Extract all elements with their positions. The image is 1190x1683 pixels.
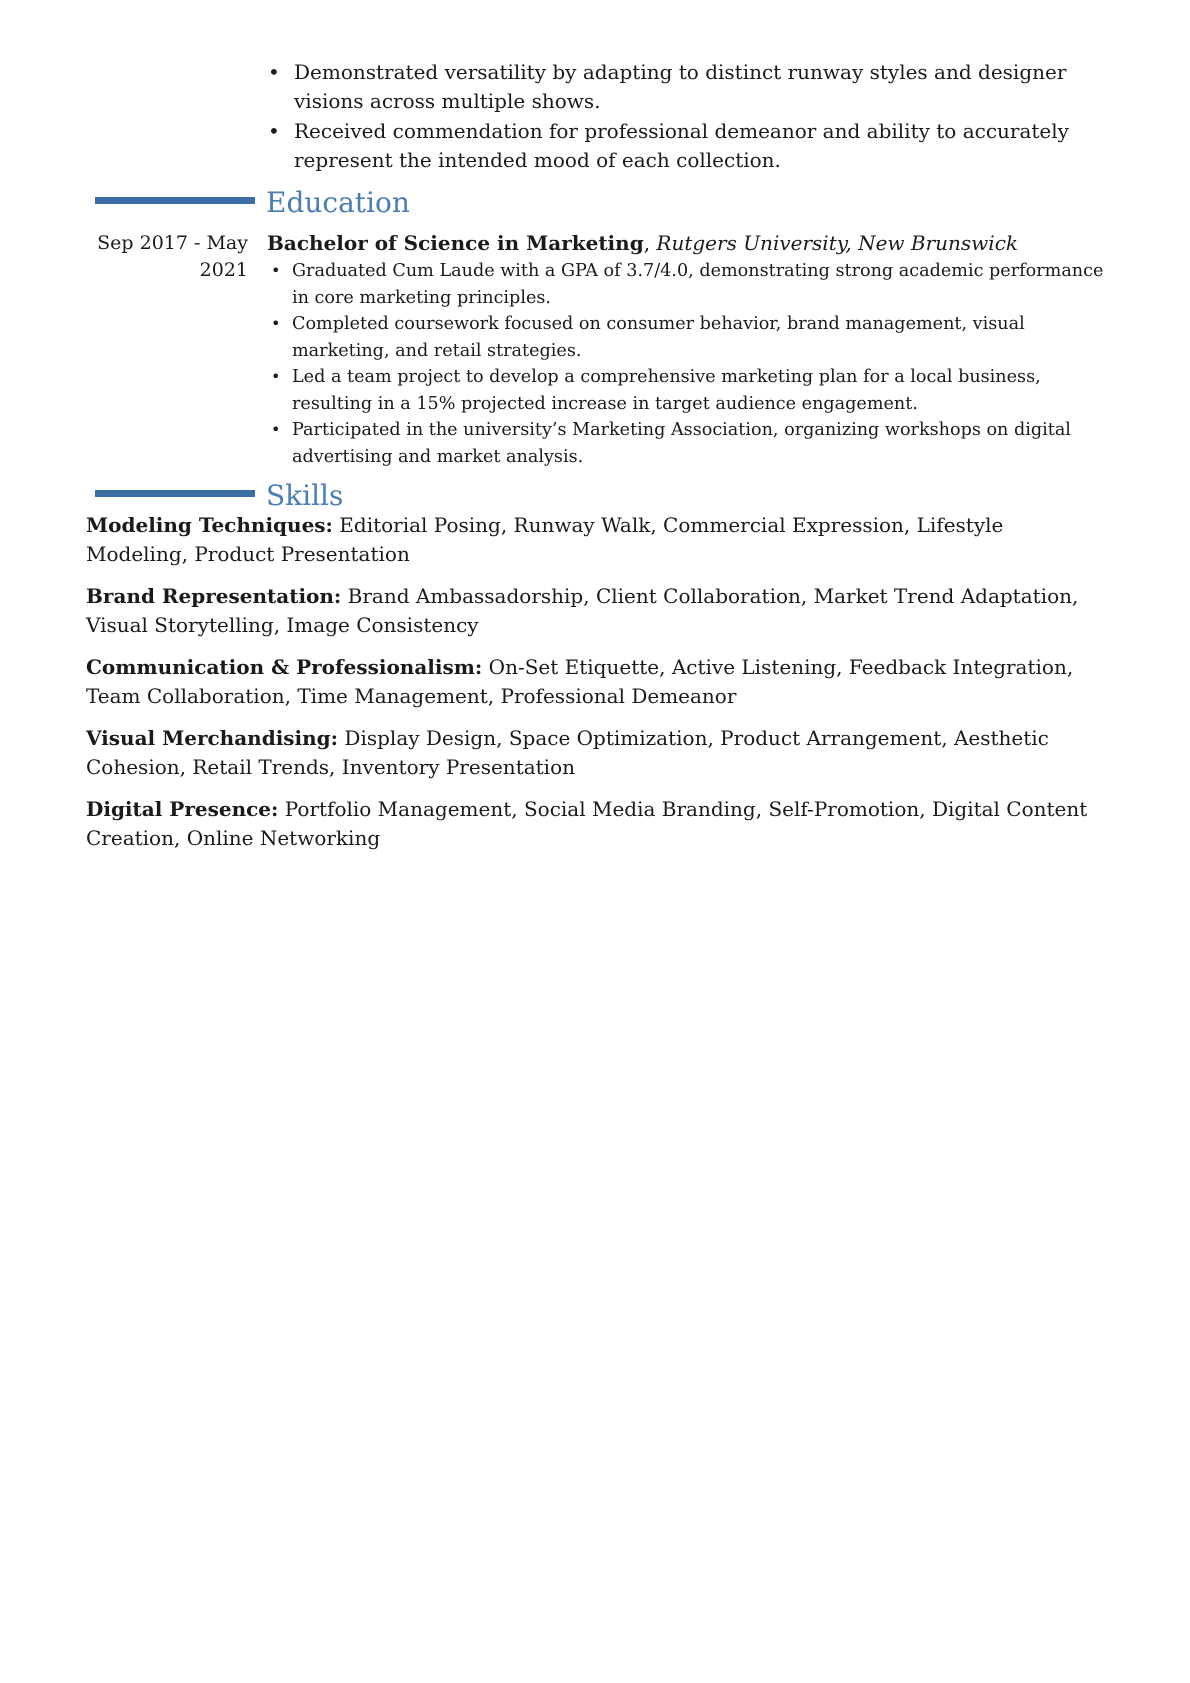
experience-bullet: • Demonstrated versatility by adapting to distinct runway styles and designer visions across multiple shows. bbox=[268, 58, 1106, 116]
skill-category: Brand Representation: bbox=[86, 584, 342, 608]
education-bullet: • Completed coursework focused on consumer behavior, brand management, visual marketing, and retail strategies. bbox=[267, 311, 1107, 364]
skills-section-rule bbox=[95, 490, 255, 497]
education-date-start: Sep 2017 - May bbox=[97, 232, 248, 254]
skill-category: Digital Presence: bbox=[86, 797, 279, 821]
education-degree: Bachelor of Science in Marketing bbox=[267, 231, 644, 255]
skill-values: Editorial Posing, Runway Walk, Commercial Expression, Lifestyle Modeling, Product Presentation bbox=[86, 513, 1004, 566]
skill-values: Display Design, Space Optimization, Product Arrangement, Aesthetic Cohesion, Retail Trends, Inventory Presentation bbox=[86, 726, 1049, 779]
education-section-rule bbox=[95, 197, 255, 204]
education-separator: , bbox=[643, 231, 657, 255]
skills-list bbox=[86, 511, 1110, 866]
experience-bullet-list bbox=[268, 58, 1106, 176]
skill-row bbox=[86, 795, 1110, 853]
skill-row bbox=[86, 653, 1110, 711]
education-bullet: • Graduated Cum Laude with a GPA of 3.7/4.0, demonstrating strong academic performance in core marketing principles. bbox=[267, 258, 1107, 311]
education-date-end: 2021 bbox=[199, 259, 248, 281]
education-school: Rutgers University, New Brunswick bbox=[656, 231, 1019, 255]
education-bullet: • Led a team project to develop a comprehensive marketing plan for a local business, resulting in a 15% projected increase in target audience engagement. bbox=[267, 364, 1107, 417]
experience-bullet: • Received commendation for professional demeanor and ability to accurately represent the intended mood of each collection. bbox=[268, 117, 1106, 175]
skill-values: Brand Ambassadorship, Client Collaboration, Market Trend Adaptation, Visual Storytelling, Image Consistency bbox=[86, 584, 1079, 637]
skill-row bbox=[86, 511, 1110, 569]
skill-row bbox=[86, 724, 1110, 782]
education-bullet: • Participated in the university’s Marketing Association, organizing workshops on digital advertising and market analysis. bbox=[267, 417, 1107, 470]
skill-category: Communication & Professionalism: bbox=[86, 655, 483, 679]
skills-section-title: Skills bbox=[266, 479, 344, 512]
skill-values: Portfolio Management, Social Media Branding, Self-Promotion, Digital Content Creation, Online Networking bbox=[86, 797, 1088, 850]
skill-category: Visual Merchandising: bbox=[86, 726, 339, 750]
education-section-title: Education bbox=[266, 186, 410, 219]
skill-category: Modeling Techniques: bbox=[86, 513, 333, 537]
education-date-range bbox=[80, 230, 248, 284]
education-bullet-list bbox=[267, 258, 1107, 470]
skill-values: On-Set Etiquette, Active Listening, Feedback Integration, Team Collaboration, Time Management, Professional Demeanor bbox=[86, 655, 1074, 708]
skill-row bbox=[86, 582, 1110, 640]
education-heading bbox=[267, 230, 1107, 257]
